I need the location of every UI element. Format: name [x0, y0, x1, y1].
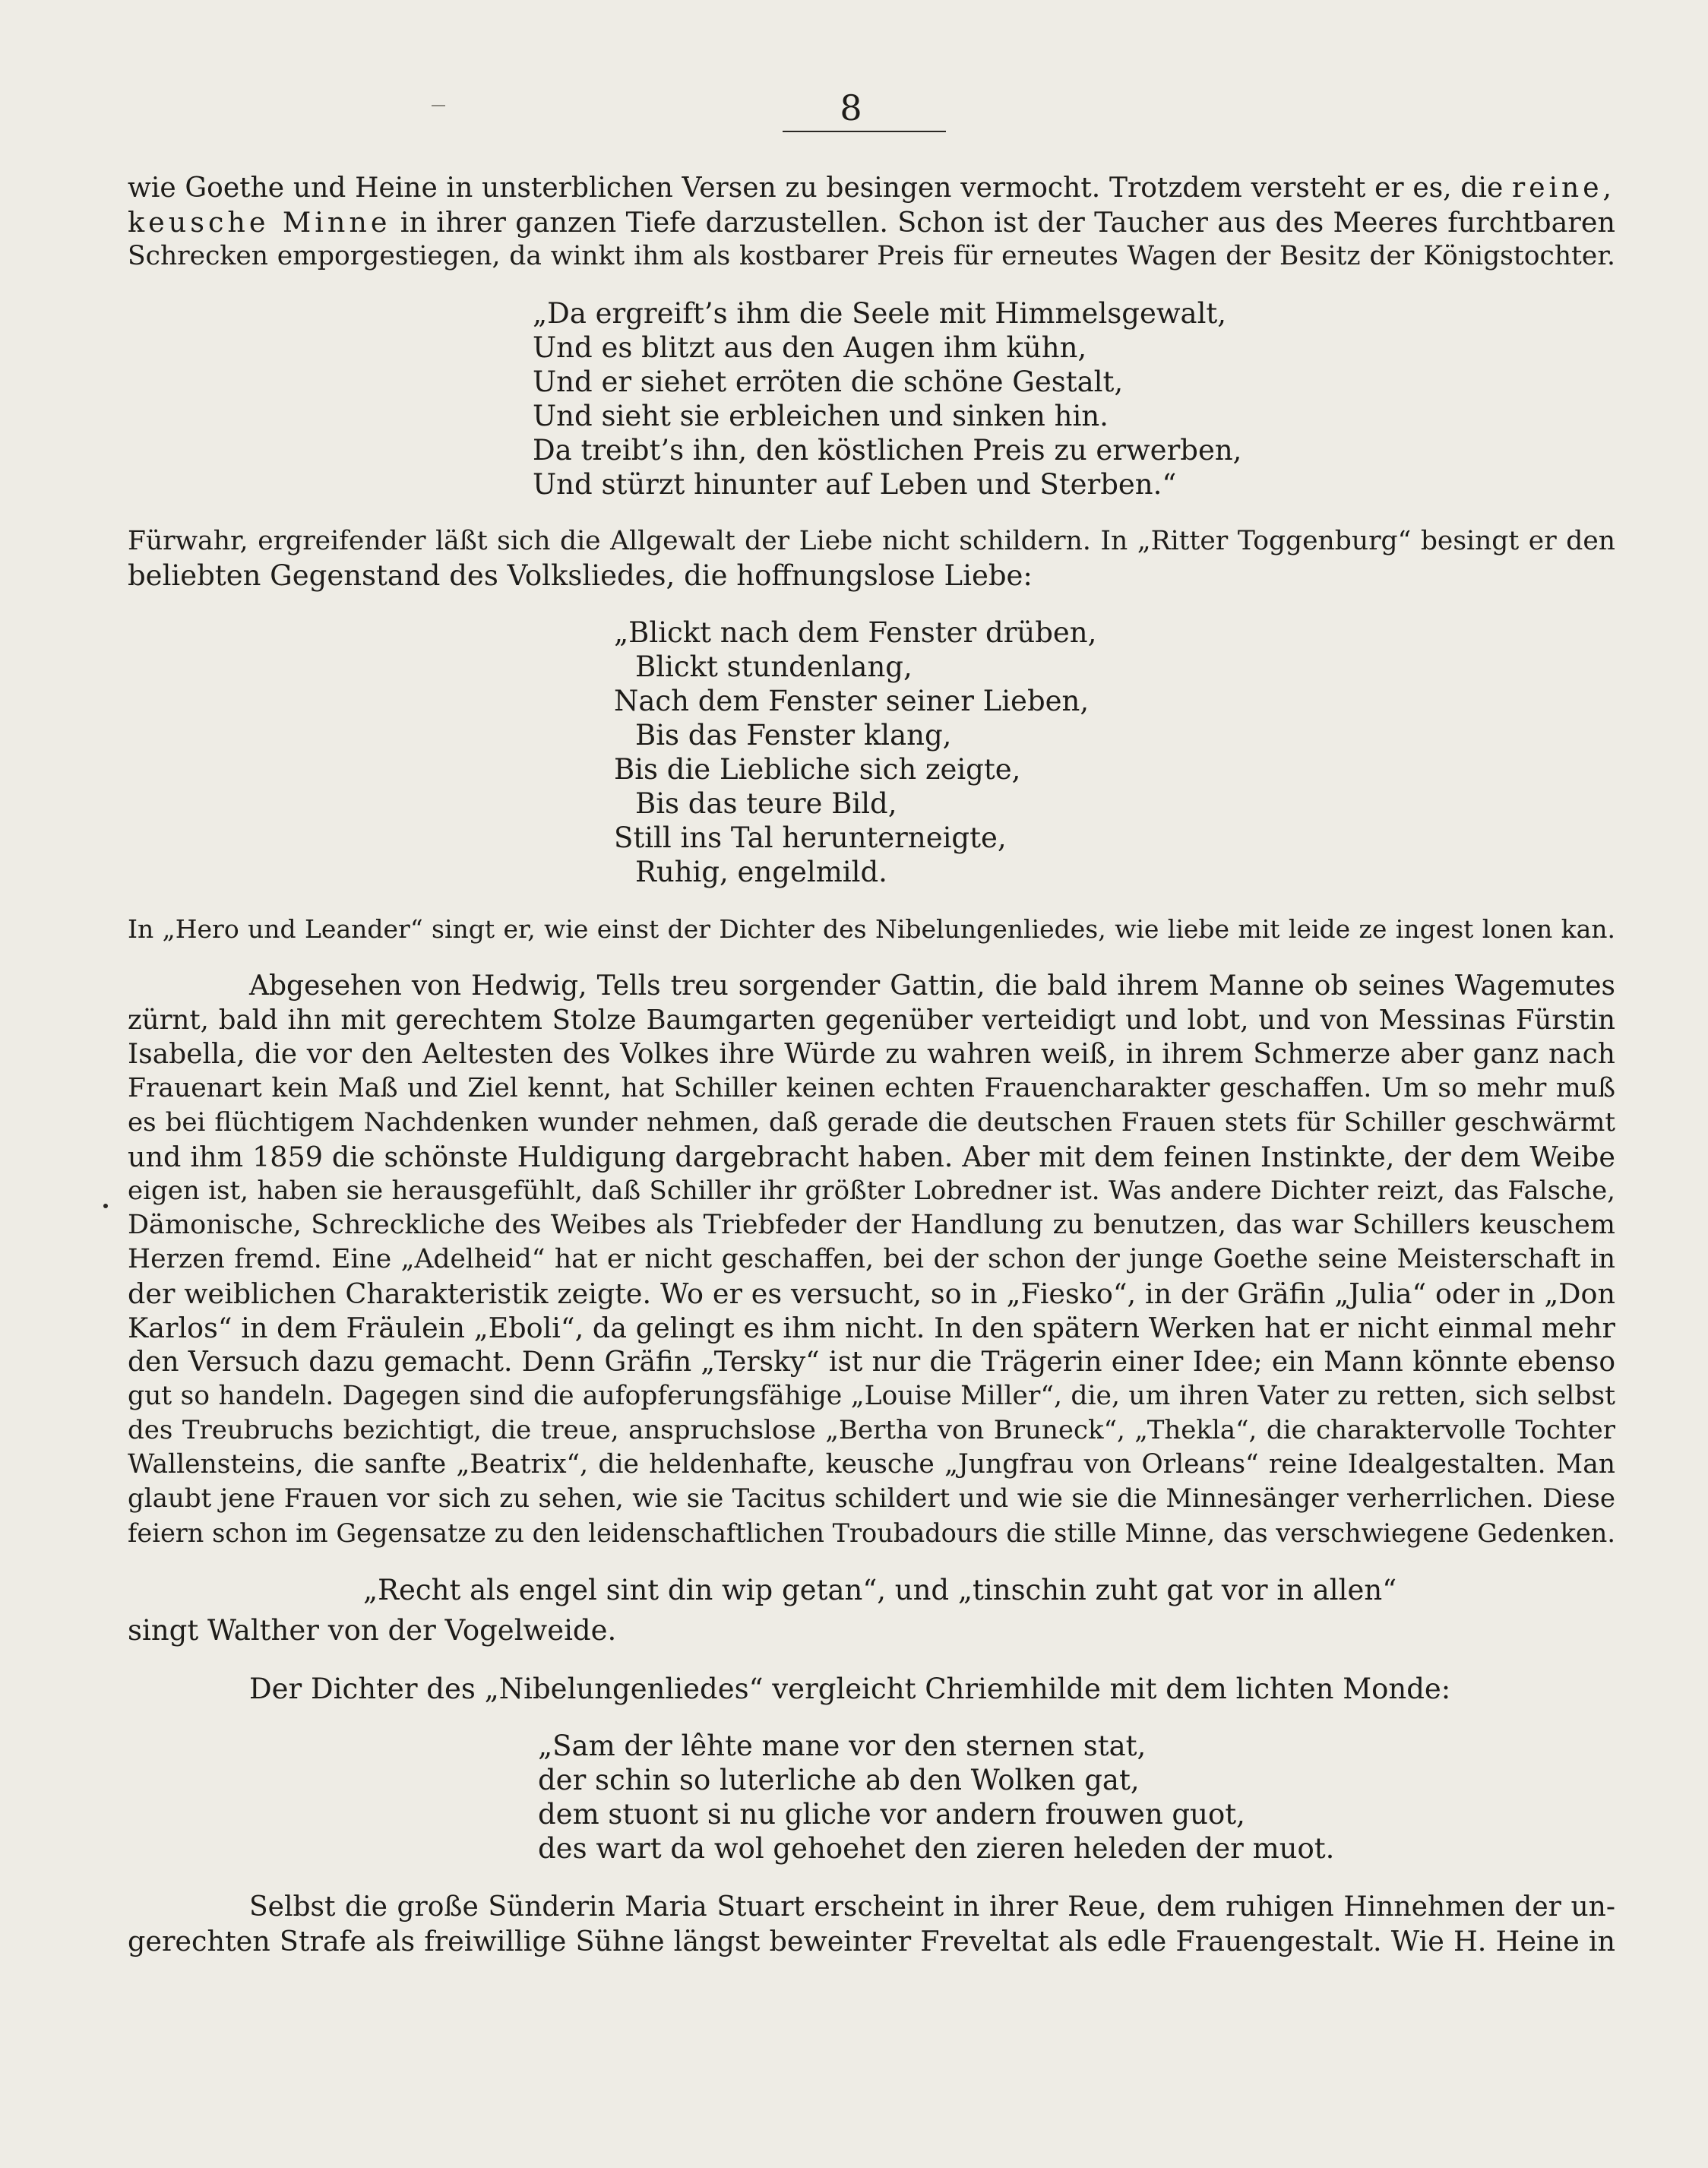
spaced-text: reine,: [1512, 172, 1615, 204]
paragraph-line: beliebten Gegenstand des Volksliedes, die hoffnungslose Liebe:: [128, 559, 1033, 592]
body-text: [128, 171, 1615, 1958]
paragraph-line: In „Hero und Leander“ singt er, wie einst der Dichter des Nibelungenliedes, wie liebe mit leide ze ingest lonen kan.: [128, 914, 1615, 944]
verse-line: „Sam der lêhte mane vor den sternen stat,: [538, 1730, 1147, 1762]
paragraph-line: Dämonische, Schreckliche des Weibes als Triebfeder der Handlung zu benutzen, das war Schillers keuschem: [128, 1210, 1615, 1240]
verse-line: „Da ergreift’s ihm die Seele mit Himmelsgewalt,: [533, 297, 1227, 330]
verse-line: Ruhig, engelmild.: [635, 856, 887, 888]
verse-line: Bis das Fenster klang,: [635, 719, 952, 752]
verse-line: Und es blitzt aus den Augen ihm kühn,: [533, 331, 1087, 364]
verse-line: Nach dem Fenster seiner Lieben,: [614, 685, 1090, 717]
paragraph-line: glaubt jene Frauen vor sich zu sehen, wie sie Tacitus schildert und wie sie die Minnesänger verherrlichen. Diese: [128, 1483, 1615, 1514]
paragraph-5: [128, 1613, 1615, 1647]
paragraph-line: Selbst die große Sünderin Maria Stuart erscheint in ihrer Reue, dem ruhigen Hinnehmen der un-: [249, 1891, 1615, 1923]
paragraph-7: [128, 1890, 1615, 1958]
verse-line: der schin so luterliche ab den Wolken gat,: [538, 1764, 1140, 1796]
paragraph-line: gerechten Strafe als freiwillige Sühne längst beweinter Freveltat als edle Frauengestalt. Wie H. Heine in: [128, 1925, 1615, 1958]
paragraph-line: [128, 205, 1615, 239]
paragraph-line: Wallensteins, die sanfte „Beatrix“, die heldenhafte, keusche „Jungfrau von Orleans“ reine Idealgestalten. Man: [128, 1449, 1615, 1480]
verse-2: [614, 616, 1615, 889]
paragraph-line: zürnt, bald ihn mit gerechtem Stolze Baumgarten gegenüber verteidigt und lobt, und von Messinas Fürstin: [128, 1005, 1615, 1036]
verse-line: Da treibt’s ihn, den köstlichen Preis zu erwerben,: [533, 434, 1242, 467]
paragraph-line: Karlos“ in dem Fräulein „Eboli“, da gelingt es ihm nicht. In den spätern Werken hat er nicht einmal mehr: [128, 1312, 1615, 1344]
paragraph-6: [128, 1672, 1615, 1706]
verse-line: des wart da wol gehoehet den zieren heleden der muot.: [538, 1832, 1335, 1865]
margin-dot: [103, 1204, 108, 1208]
text-run: wie Goethe und Heine in unsterblichen Versen zu besingen vermocht. Trotzdem versteht er es, die: [128, 172, 1513, 204]
paragraph-4: [128, 969, 1615, 1550]
verse-1: [533, 296, 1615, 502]
paragraph-line: gut so handeln. Dagegen sind die aufopferungsfähige „Louise Miller“, die, um ihren Vater zu retten, sich selbst: [128, 1381, 1615, 1411]
paragraph-line: es bei flüchtigem Nachdenken wunder nehmen, daß gerade die deutschen Frauen stets für Schiller geschwärmt: [128, 1107, 1615, 1138]
stray-mark: [432, 105, 445, 106]
header-rule: [783, 131, 946, 132]
verse-line: Still ins Tal herunterneigte,: [614, 821, 1007, 854]
paragraph-line: singt Walther von der Vogelweide.: [128, 1614, 617, 1647]
paragraph-1: [128, 171, 1615, 274]
paragraph-line: eigen ist, haben sie herausgefühlt, daß Schiller ihr größter Lobredner ist. Was andere Dichter reizt, das Falsche,: [128, 1176, 1615, 1206]
verse-line: Bis das teure Bild,: [635, 787, 897, 820]
verse-line: Bis die Liebliche sich zeigte,: [614, 753, 1021, 786]
paragraph-line: des Treubruchs bezichtigt, die treue, anspruchslose „Bertha von Bruneck“, „Thekla“, die charaktervolle Tochter: [128, 1415, 1615, 1445]
paragraph-3: [128, 912, 1615, 946]
quote-walther: [128, 1573, 1615, 1607]
paragraph-line: Isabella, die vor den Aeltesten des Volkes ihre Würde zu wahren weiß, in ihrem Schmerze aber ganz nach: [128, 1039, 1615, 1070]
verse-3: [538, 1729, 1615, 1866]
text-run: in ihrer ganzen Tiefe darzustellen. Schon ist der Taucher aus des Meeres furchtbaren: [391, 206, 1615, 239]
paragraph-2: [128, 524, 1615, 593]
verse-line: Und stürzt hinunter auf Leben und Sterben.“: [533, 468, 1177, 501]
paragraph-line: Abgesehen von Hedwig, Tells treu sorgender Gattin, die bald ihrem Manne ob seines Wagemutes: [249, 970, 1615, 1002]
paragraph-line: Fürwahr, ergreifender läßt sich die Allgewalt der Liebe nicht schildern. In „Ritter Toggenburg“ besingt er den: [128, 526, 1615, 556]
paragraph-line: [128, 171, 1615, 205]
verse-line: Und sieht sie erbleichen und sinken hin.: [533, 400, 1109, 432]
paragraph-line: Frauenart kein Maß und Ziel kennt, hat Schiller keinen echten Frauencharakter geschaffen. Um so mehr muß: [128, 1073, 1615, 1103]
paragraph-line: Schrecken emporgestiegen, da winkt ihm als kostbarer Preis für erneutes Wagen der Besitz der Königstochter.: [128, 241, 1615, 271]
page-number: 8: [840, 87, 862, 128]
paragraph-line: und ihm 1859 die schönste Huldigung dargebracht haben. Aber mit dem feinen Instinkte, der dem Weibe: [128, 1141, 1615, 1173]
paragraph-line: den Versuch dazu gemacht. Denn Gräfin „Tersky“ ist nur die Trägerin einer Idee; ein Mann könnte ebenso: [128, 1347, 1615, 1378]
paragraph-line: feiern schon im Gegensatze zu den leidenschaftlichen Troubadours die stille Minne, das verschwiegene Gedenken.: [128, 1518, 1615, 1548]
verse-line: dem stuont si nu gliche vor andern frouwen guot,: [538, 1798, 1245, 1831]
spaced-text: keusche Minne: [128, 206, 391, 239]
verse-line: Blickt stundenlang,: [635, 650, 913, 683]
paragraph-line: der weiblichen Charakteristik zeigte. Wo er es versucht, so in „Fiesko“, in der Gräfin „Julia“ oder in „Don: [128, 1277, 1615, 1310]
quote-line: „Recht als engel sint din wip getan“, und „tinschin zuht gat vor in allen“: [363, 1574, 1397, 1606]
paragraph-line: Der Dichter des „Nibelungenliedes“ vergleicht Chriemhilde mit dem lichten Monde:: [249, 1673, 1451, 1705]
verse-line: „Blickt nach dem Fenster drüben,: [614, 616, 1097, 649]
paragraph-line: Herzen fremd. Eine „Adelheid“ hat er nicht geschaffen, bei der schon der junge Goethe seine Meisterschaft in: [128, 1244, 1615, 1274]
verse-line: Und er siehet erröten die schöne Gestalt,: [533, 366, 1124, 398]
